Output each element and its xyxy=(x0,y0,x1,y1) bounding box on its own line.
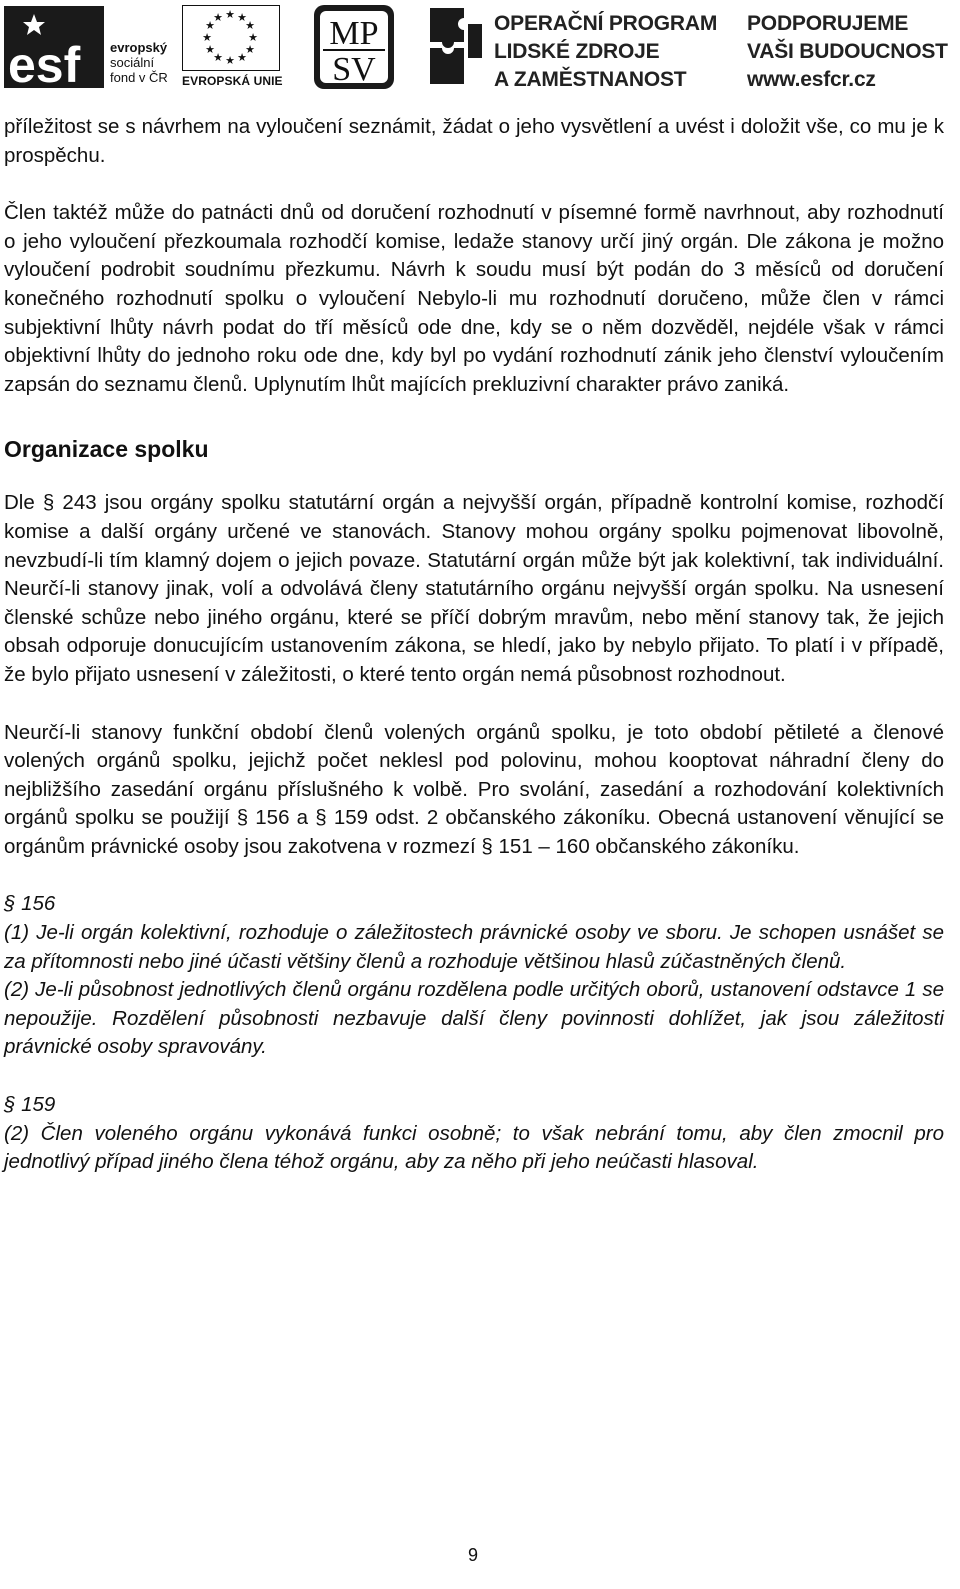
page-number: 9 xyxy=(467,1545,478,1565)
slogan-line: PODPORUJEME xyxy=(747,12,909,35)
svg-text:★: ★ xyxy=(205,19,215,32)
eu-flag-icon xyxy=(182,5,280,71)
website-link[interactable]: www.esfcr.cz xyxy=(747,68,876,91)
op-line: A ZAMĚSTNANOST xyxy=(494,68,687,91)
slogan-line: VAŠI BUDOUCNOST xyxy=(747,40,948,63)
svg-text:★: ★ xyxy=(202,31,212,44)
esf-caption-line: evropský xyxy=(110,40,168,55)
quote-paragraph: (2) Člen voleného orgánu vykonává funkci osobně; to však nebrání tomu, aby člen zmocnil pro jednotlivý případ jiného člena téhož orgánu, aby za něho při jeho neúčasti hlasoval. xyxy=(4,1121,944,1174)
paragraph: Člen taktéž může do patnácti dnů od doručení rozhodnutí v písemné formě navrhnout, aby rozhodnutí o jeho vyloučení přezkoumala rozhodčí komise, ledaže stanovy určí jiný orgán. Dle zákona je možno vyloučení podrobit soudnímu přezkumu. Návrh k soudu musí být podán do 3 měsíců od doručení konečného rozhodnutí spolku o vyloučení Nebylo-li mu rozhodnutí doručeno, může člen v rámci subjektivní lhůty návrh podat do tří měsíců ode dne, kdy se o něm dozvěděl, nejdéle však v rámci objektivní lhůty do jednoho roku ode dne, kdy byl po vydání rozhodnutí zánik jeho členství vyloučením zapsán do seznamu členů. Uplynutím lhůt majících prekluzivní charakter právo zaniká. xyxy=(4,201,944,396)
svg-text:★: ★ xyxy=(205,43,215,56)
op-line: LIDSKÉ ZDROJE xyxy=(494,40,660,63)
svg-text:★: ★ xyxy=(245,43,255,56)
quote-paragraph: (2) Je-li působnost jednotlivých členů orgánu rozdělena podle určitých oborů, ustanovení odstavce 1 se nepoužije. Rozdělení působnosti nezbavuje další členy povinnosti dohlížet, jak jsou záležitosti právnické osoby spravovány. xyxy=(4,978,944,1059)
section-heading: Organizace spolku xyxy=(4,436,209,463)
quote-heading: § 159 xyxy=(4,1093,56,1117)
svg-text:★: ★ xyxy=(225,8,235,21)
eu-stars-icon xyxy=(183,6,278,69)
quote-heading: § 156 xyxy=(4,892,56,916)
paragraph: Dle § 243 jsou orgány spolku statutární orgán a nejvyšší orgán, případně kontrolní komise, rozhodčí komise a další orgány určené ve stanovách. Stanovy mohou orgány spolku pojmenovat libovolně, nevzbudí-li tím klamný dojem o jejich povaze. Statutární orgán může být jak kolektivní, tak individuální. Neurčí-li stanovy jinak, volí a odvolává členy statutárního orgánu nejvyšší orgán spolku. Na usnesení členské schůze nebo jiného orgánu, které se příčí dobrým mravům, nebo mění stanovy tak, že jejich obsah odporuje donucujícím ustanovením zákona, se hledí, jako by nebylo přijato. To platí i v případě, že bylo přijato usnesení v záležitosti, o které tento orgán nemá působnost rozhodnout. xyxy=(4,491,944,686)
esf-caption-line: fond v ČR xyxy=(110,70,168,85)
paragraph: Neurčí-li stanovy funkční období členů volených orgánů spolku, je toto období pětileté a členové volených orgánů spolku, jejichž počet neklesl pod polovinu, mohou kooptovat náhradní členy do nejbližšího zasedání orgánu příslušného k volbě. Pro svolání, zasedání a rozhodování kolektivních orgánů spolku se použijí § 156 a § 159 odst. 2 občanského zákoníku. Obecná ustanovení věnující se orgánům právnické osoby jsou zakotvena v rozmezí § 151 – 160 občanského zákoníku. xyxy=(4,720,944,858)
esf-caption xyxy=(110,40,174,85)
esf-logo-wordmark: esf xyxy=(8,37,81,88)
esf-logo xyxy=(4,6,104,88)
svg-text:MP: MP xyxy=(329,15,379,52)
logo-header xyxy=(0,0,960,96)
svg-text:★: ★ xyxy=(245,19,255,32)
svg-text:SV: SV xyxy=(332,51,376,88)
paragraph: příležitost se s návrhem na vyloučení seznámit, žádat o jeho vysvětlení a uvést i doložit vše, co mu je k prospěchu. xyxy=(4,115,944,167)
svg-text:★: ★ xyxy=(237,11,247,24)
svg-text:★: ★ xyxy=(213,51,223,64)
op-line: OPERAČNÍ PROGRAM xyxy=(494,12,718,35)
op-puzzle-icon xyxy=(424,4,486,88)
mpsv-logo xyxy=(313,4,395,90)
svg-text:★: ★ xyxy=(237,51,247,64)
op-program-title xyxy=(494,10,717,94)
svg-text:★: ★ xyxy=(213,11,223,24)
support-slogan xyxy=(747,10,948,94)
document-body xyxy=(4,113,944,1177)
eu-caption: EVROPSKÁ UNIE xyxy=(182,74,283,88)
svg-text:★: ★ xyxy=(225,54,235,67)
esf-caption-line: sociální xyxy=(110,55,155,70)
svg-text:★: ★ xyxy=(248,31,258,44)
quote-paragraph: (1) Je-li orgán kolektivní, rozhoduje o záležitostech právnické osoby ve sboru. Je schopen usnášet se za přítomnosti nebo jiné účasti většiny členů a rozhoduje většinou hlasů zúčastněných členů. xyxy=(4,921,944,973)
